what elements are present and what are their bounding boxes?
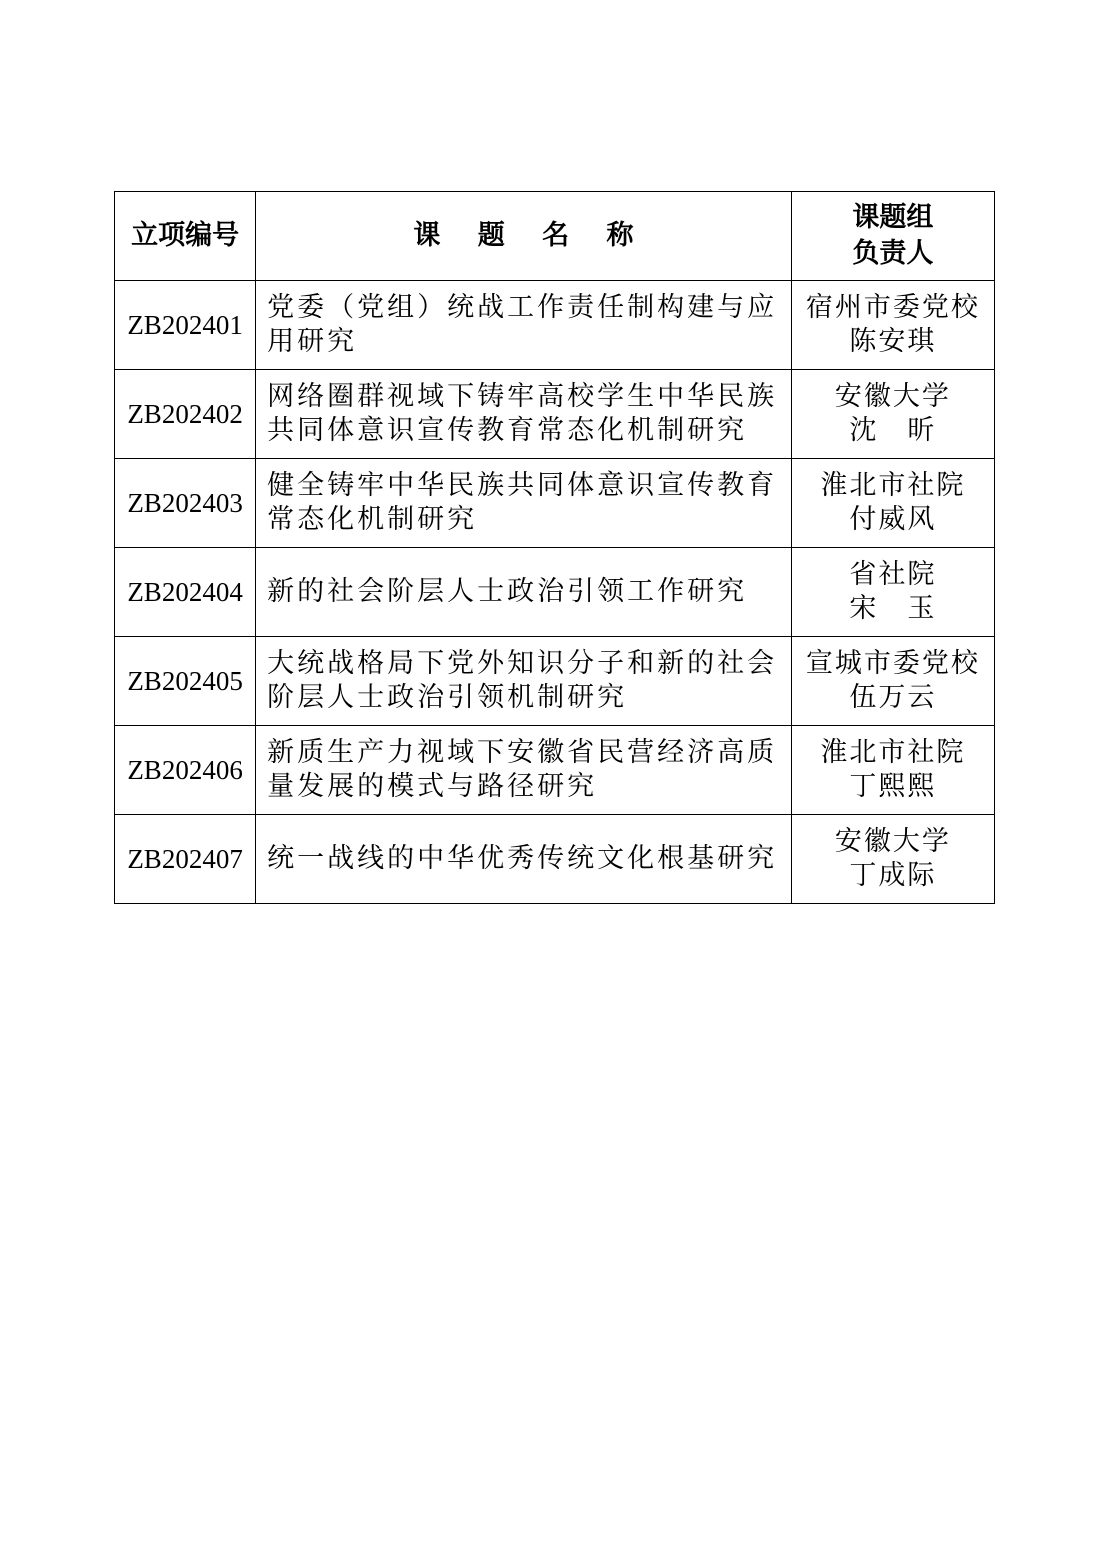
project-id-cell: ZB202405 (115, 637, 256, 726)
project-table (114, 191, 995, 904)
owner-unit: 安徽大学 (834, 381, 951, 412)
project-id-cell: ZB202404 (115, 548, 256, 637)
project-id-cell: ZB202402 (115, 370, 256, 459)
table-row (115, 726, 995, 815)
project-owner-cell (791, 459, 994, 548)
project-owner-cell (791, 370, 994, 459)
owner-unit: 淮北市社院 (820, 737, 966, 768)
owner-unit: 安徽大学 (834, 826, 951, 857)
project-title-cell: 统一战线的中华优秀传统文化根基研究 (256, 815, 792, 904)
header-project-owner (791, 192, 994, 281)
owner-unit: 淮北市社院 (820, 470, 966, 501)
header-project-title (256, 192, 792, 281)
project-title-cell: 新质生产力视域下安徽省民营经济高质量发展的模式与路径研究 (256, 726, 792, 815)
project-id-cell: ZB202403 (115, 459, 256, 548)
project-owner-cell (791, 281, 994, 370)
owner-person: 伍万云 (849, 682, 937, 713)
header-row (115, 192, 995, 281)
project-id-cell: ZB202407 (115, 815, 256, 904)
table-row (115, 637, 995, 726)
owner-person: 丁熙熙 (849, 771, 937, 802)
owner-person: 丁成际 (849, 860, 937, 891)
project-owner-cell (791, 548, 994, 637)
project-owner-cell (791, 637, 994, 726)
header-owner-line1: 课题组 (852, 202, 934, 233)
owner-unit: 宣城市委党校 (805, 648, 980, 679)
owner-unit: 省社院 (849, 559, 937, 590)
header-project-id-label: 立项编号 (131, 220, 240, 251)
table-row (115, 281, 995, 370)
owner-unit: 宿州市委党校 (805, 292, 980, 323)
owner-person: 陈安琪 (849, 326, 937, 357)
project-title-cell: 大统战格局下党外知识分子和新的社会阶层人士政治引领机制研究 (256, 637, 792, 726)
table-row (115, 370, 995, 459)
header-project-id (115, 192, 256, 281)
table-header (115, 192, 995, 281)
project-owner-cell (791, 726, 994, 815)
project-id-cell: ZB202401 (115, 281, 256, 370)
header-owner-line2: 负责人 (852, 238, 934, 269)
project-title-cell: 健全铸牢中华民族共同体意识宣传教育常态化机制研究 (256, 459, 792, 548)
table-body (115, 281, 995, 904)
project-title-cell: 党委（党组）统战工作责任制构建与应用研究 (256, 281, 792, 370)
project-title-cell: 网络圈群视域下铸牢高校学生中华民族共同体意识宣传教育常态化机制研究 (256, 370, 792, 459)
owner-person: 宋 玉 (849, 593, 937, 624)
table-row (115, 548, 995, 637)
owner-person: 付威风 (849, 504, 937, 535)
table-row (115, 459, 995, 548)
table-row (115, 815, 995, 904)
header-project-title-label: 课 题 名 称 (413, 220, 648, 251)
owner-person: 沈 昕 (849, 415, 937, 446)
project-owner-cell (791, 815, 994, 904)
project-id-cell: ZB202406 (115, 726, 256, 815)
project-title-cell: 新的社会阶层人士政治引领工作研究 (256, 548, 792, 637)
